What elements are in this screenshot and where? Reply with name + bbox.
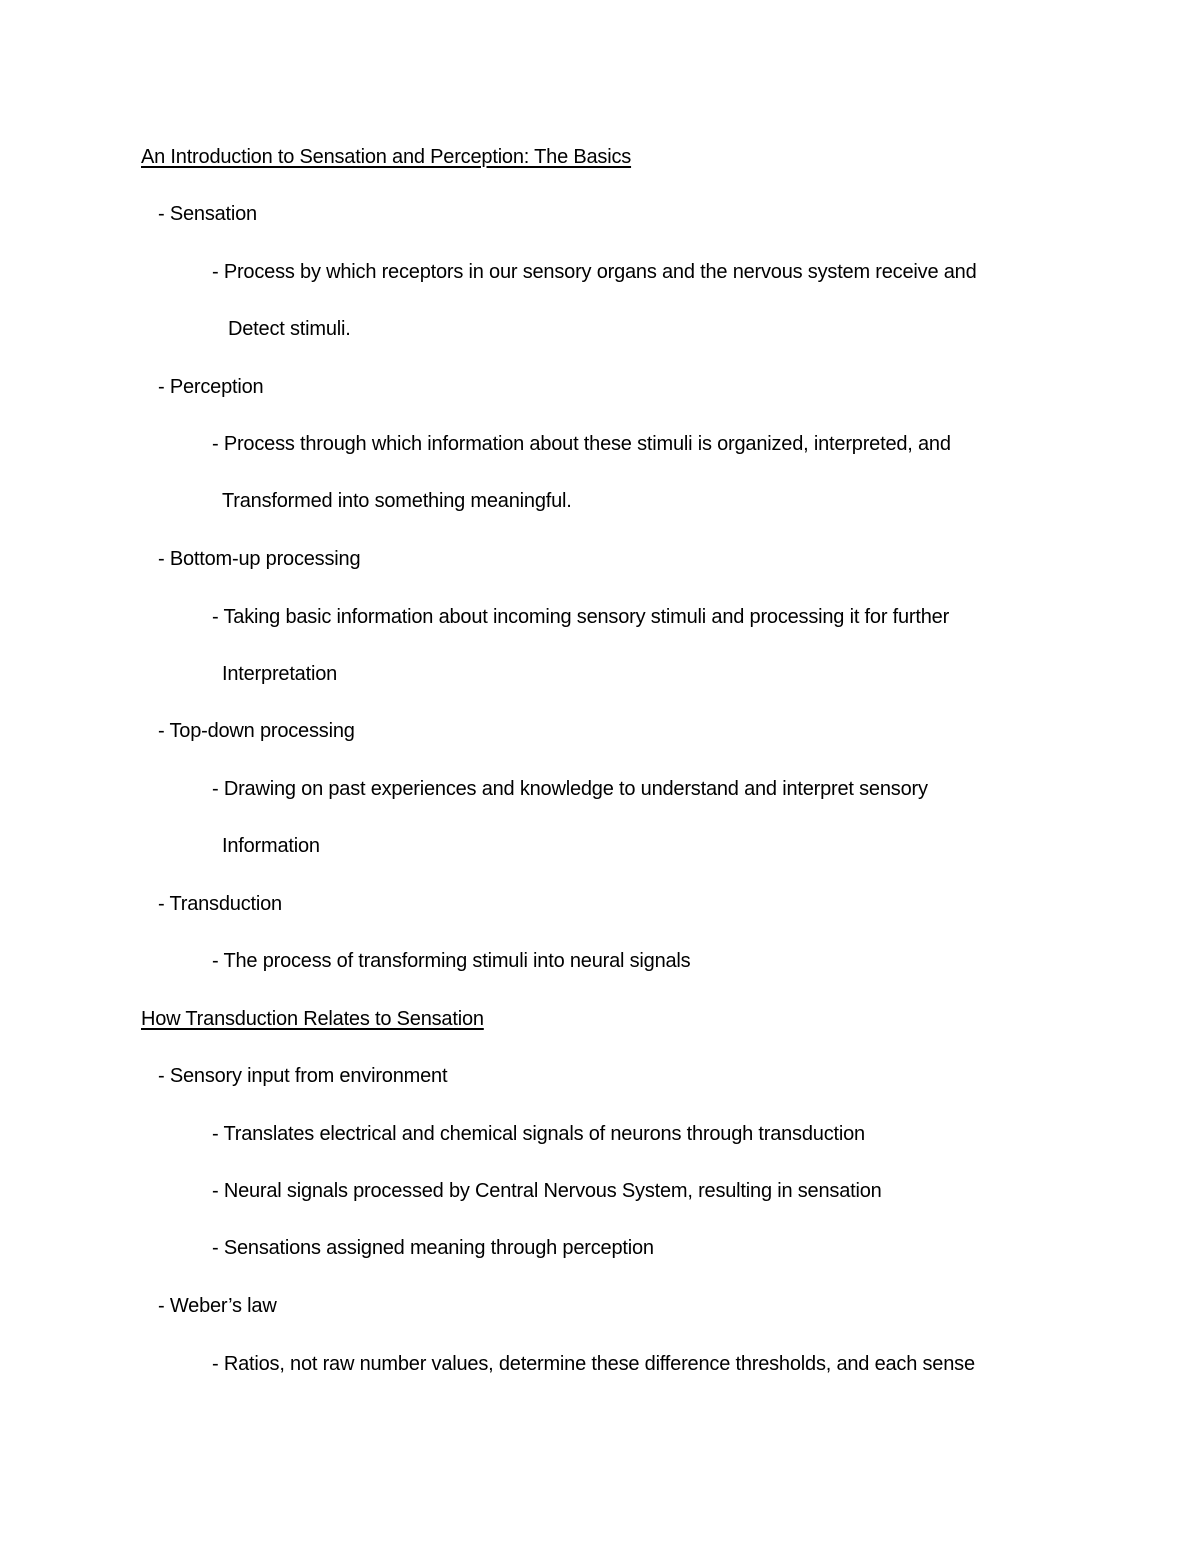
- bullet-dash: -: [158, 548, 165, 570]
- point-line: [212, 1122, 865, 1146]
- bullet-dash: -: [212, 606, 219, 628]
- bullet-dash: -: [212, 1237, 219, 1259]
- definition-text: Taking basic information about incoming sensory stimuli and processing it for further: [223, 606, 950, 628]
- point-text: Sensations assigned meaning through perception: [223, 1237, 654, 1259]
- bullet-dash: -: [212, 261, 219, 283]
- definition-continuation: Information: [222, 835, 320, 857]
- definition-continuation: Detect stimuli.: [228, 318, 351, 340]
- definition-continuation: Transformed into something meaningful.: [222, 490, 572, 512]
- bullet-dash: -: [212, 1353, 219, 1375]
- bullet-dash: -: [158, 1065, 165, 1087]
- bullet-dash: -: [212, 1180, 219, 1202]
- bullet-dash: -: [158, 1295, 165, 1317]
- term-item: [158, 1294, 277, 1318]
- definition-line: [212, 432, 951, 456]
- term-item: [158, 719, 355, 743]
- definition-line: [212, 605, 949, 629]
- bullet-dash: -: [212, 950, 219, 972]
- bullet-dash: -: [158, 203, 165, 225]
- bullet-dash: -: [212, 1123, 219, 1145]
- term-label: Perception: [169, 376, 264, 398]
- term-label: Transduction: [169, 893, 282, 915]
- term-item: [158, 375, 263, 399]
- term-label: Weber’s law: [169, 1295, 277, 1317]
- point-line: [212, 1352, 975, 1376]
- term-item: [158, 892, 282, 916]
- bullet-dash: -: [158, 376, 165, 398]
- term-label: Sensory input from environment: [169, 1065, 448, 1087]
- term-label: Sensation: [169, 203, 257, 225]
- section-heading-transduction: How Transduction Relates to Sensation: [141, 1008, 484, 1030]
- bullet-dash: -: [212, 433, 219, 455]
- definition-text: Drawing on past experiences and knowledge to understand and interpret sensory: [223, 778, 928, 800]
- bullet-dash: -: [158, 720, 165, 742]
- definition-text: Process by which receptors in our sensory organs and the nervous system receive and: [223, 261, 977, 283]
- term-item: [158, 1064, 447, 1088]
- bullet-dash: -: [212, 778, 219, 800]
- point-text: Neural signals processed by Central Nervous System, resulting in sensation: [223, 1180, 882, 1202]
- point-text: Ratios, not raw number values, determine these difference thresholds, and each sense: [223, 1353, 975, 1375]
- bullet-dash: -: [158, 893, 165, 915]
- point-line: [212, 1236, 654, 1260]
- definition-line: [212, 260, 977, 284]
- definition-line: [212, 777, 928, 801]
- definition-line: [212, 949, 690, 973]
- definition-text: The process of transforming stimuli into neural signals: [223, 950, 691, 972]
- section-heading-basics: An Introduction to Sensation and Perception: The Basics: [141, 146, 632, 168]
- point-line: [212, 1179, 882, 1203]
- term-item: [158, 202, 257, 226]
- term-label: Bottom-up processing: [169, 548, 361, 570]
- definition-text: Process through which information about these stimuli is organized, interpreted, and: [223, 433, 951, 455]
- definition-continuation: Interpretation: [222, 663, 338, 685]
- point-text: Translates electrical and chemical signals of neurons through transduction: [223, 1123, 865, 1145]
- term-label: Top-down processing: [169, 720, 355, 742]
- term-item: [158, 547, 360, 571]
